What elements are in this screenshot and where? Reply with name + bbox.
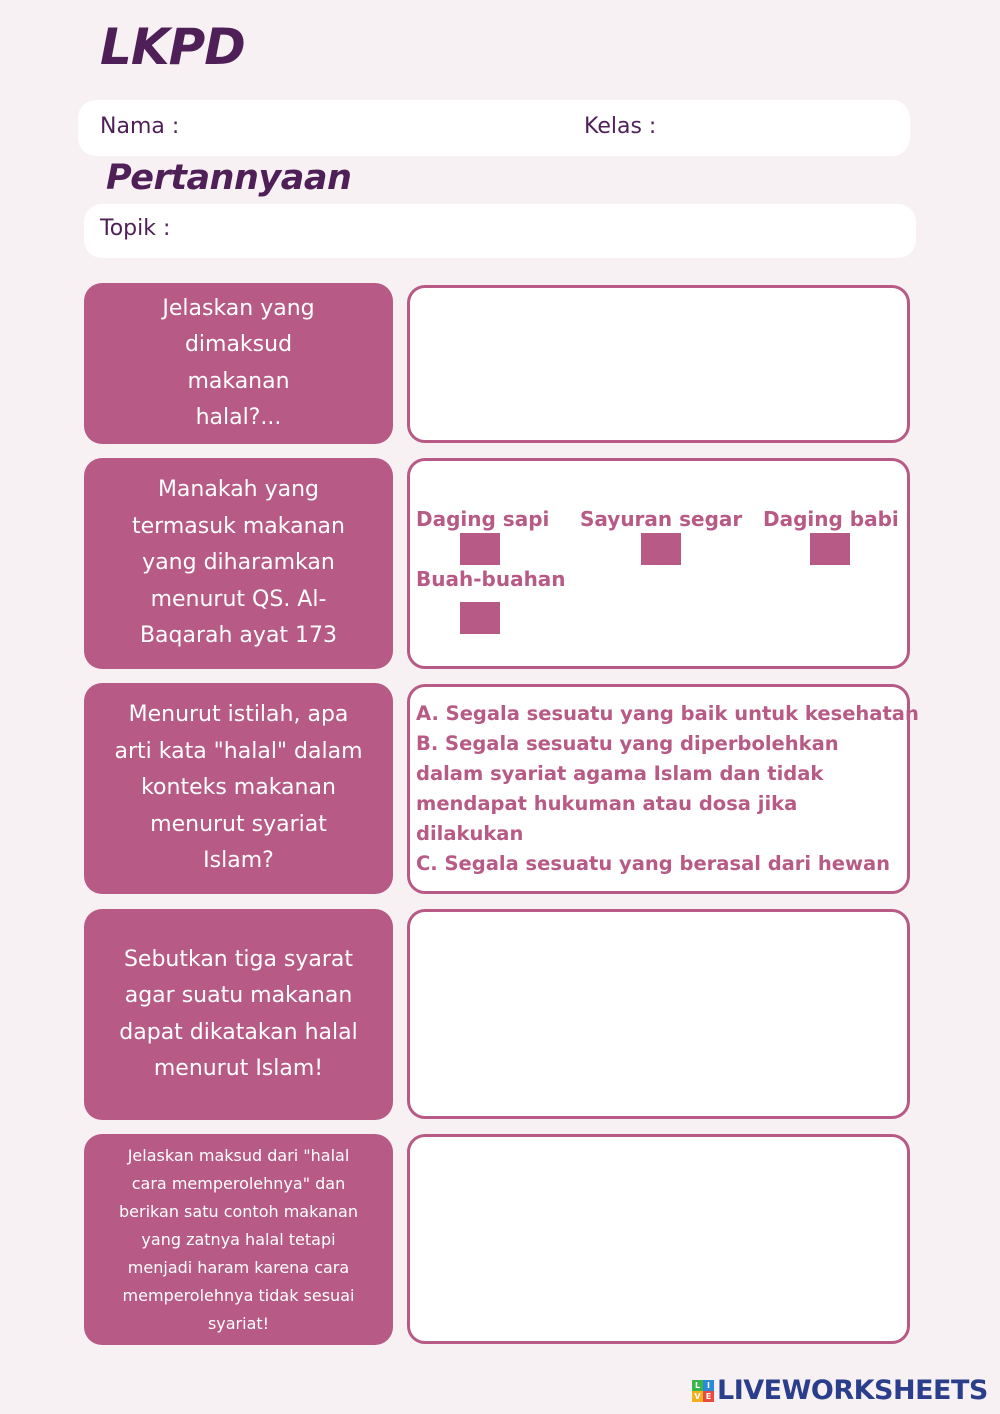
liveworksheets-logo-icon bbox=[692, 1380, 714, 1402]
option-daging-sapi-label: Daging sapi bbox=[416, 507, 550, 531]
kelas-label: Kelas : bbox=[584, 114, 657, 139]
nama-label: Nama : bbox=[100, 114, 180, 139]
logo-letter-i: I bbox=[703, 1380, 714, 1391]
question-3-box bbox=[84, 683, 393, 894]
option-daging-babi-checkbox[interactable] bbox=[810, 533, 850, 565]
logo-letter-e: E bbox=[703, 1391, 714, 1402]
option-sayuran-segar-checkbox[interactable] bbox=[641, 533, 681, 565]
option-daging-sapi-checkbox[interactable] bbox=[460, 533, 500, 565]
question-2-box bbox=[84, 458, 393, 669]
question-1-label: Jelaskan yang dimaksud makanan halal?... bbox=[162, 295, 315, 430]
topik-box bbox=[84, 204, 916, 258]
section-heading: Pertannyaan bbox=[106, 158, 352, 198]
question-3-text bbox=[104, 697, 374, 880]
liveworksheets-logo bbox=[692, 1375, 988, 1406]
topik-label: Topik : bbox=[100, 216, 171, 241]
question-2-label: Manakah yang termasuk makanan yang diharamkan menurut QS. Al- Baqarah ayat 173 bbox=[132, 477, 345, 649]
option-buah-buahan-checkbox[interactable] bbox=[460, 602, 500, 634]
kelas-field[interactable] bbox=[668, 108, 898, 148]
student-info-box bbox=[78, 100, 910, 156]
answer-3-options bbox=[407, 684, 919, 894]
question-5-text bbox=[89, 1142, 389, 1338]
answer-3-choice-list bbox=[416, 699, 919, 879]
option-sayuran-segar-label: Sayuran segar bbox=[580, 507, 743, 531]
nama-field[interactable] bbox=[188, 108, 568, 148]
choice-b[interactable]: B. Segala sesuatu yang diperbolehkan dalam syariat agama Islam dan tidak mendapat hukuman atau dosa jika dilakukan bbox=[416, 732, 839, 845]
question-4-text bbox=[109, 942, 369, 1088]
option-buah-buahan-label: Buah-buahan bbox=[416, 567, 566, 591]
question-2-text bbox=[109, 472, 369, 655]
question-4-label: Sebutkan tiga syarat agar suatu makanan dapat dikatakan halal menurut Islam! bbox=[119, 946, 358, 1081]
answer-5-field[interactable] bbox=[407, 1134, 910, 1344]
choice-a[interactable]: A. Segala sesuatu yang baik untuk kesehatan bbox=[416, 702, 919, 725]
logo-letter-l: L bbox=[692, 1380, 703, 1391]
topik-field[interactable] bbox=[180, 211, 900, 251]
answer-1-field[interactable] bbox=[407, 285, 910, 443]
question-5-box bbox=[84, 1134, 393, 1345]
question-1-text bbox=[151, 291, 326, 437]
choice-c[interactable]: C. Segala sesuatu yang berasal dari hewan bbox=[416, 852, 891, 875]
worksheet-title: LKPD bbox=[100, 18, 245, 76]
question-3-label: Menurut istilah, apa arti kata "halal" dalam konteks makanan menurut syariat Islam? bbox=[114, 702, 363, 874]
answer-2-options bbox=[407, 458, 910, 669]
question-5-label: Jelaskan maksud dari "halal cara memperolehnya" dan berikan satu contoh makanan yang zatnya halal tetapi menjadi haram karena cara memperolehnya tidak sesuai syariat! bbox=[119, 1145, 358, 1333]
logo-letter-v: V bbox=[692, 1391, 703, 1402]
question-1-box bbox=[84, 283, 393, 444]
option-daging-babi-label: Daging babi bbox=[763, 507, 899, 531]
question-4-box bbox=[84, 909, 393, 1120]
liveworksheets-wordmark: LIVEWORKSHEETS bbox=[717, 1375, 988, 1406]
answer-4-field[interactable] bbox=[407, 909, 910, 1119]
